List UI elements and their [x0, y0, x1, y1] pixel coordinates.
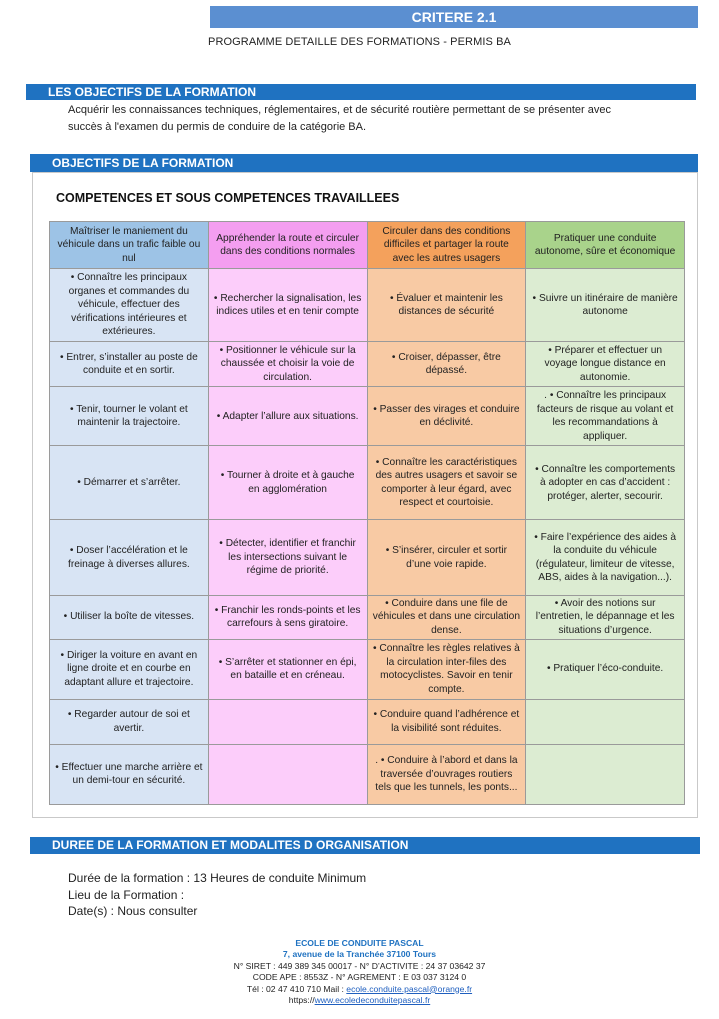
table-cell: • Détecter, identifier et franchir les intersections suivant le régime de priorité. — [208, 520, 367, 595]
dates-line: Date(s) : Nous consulter — [68, 904, 198, 918]
table-row — [50, 699, 685, 744]
table-row — [50, 342, 685, 387]
table-cell: • Connaître les principaux organes et commandes du véhicule, effectuer des vérifications intérieures et extérieures. — [50, 269, 209, 342]
page-title: CRITERE 2.1 — [210, 6, 698, 28]
table-row — [50, 387, 685, 446]
school-address: 7, avenue de la Tranchée 37100 Tours — [282, 949, 437, 960]
table-row — [50, 744, 685, 804]
table-cell: • S’arrêter et stationner en épi, en bataille et en créneau. — [208, 639, 367, 699]
footer — [0, 938, 719, 1006]
lieu-line: Lieu de la Formation : — [68, 887, 185, 902]
email-link[interactable]: ecole.conduite.pascal@orange.fr — [346, 983, 473, 994]
table-cell: • Doser l’accélération et le freinage à diverses allures. — [50, 520, 209, 595]
table-cell: • Avoir des notions sur l’entretien, le dépannage et les situations d’urgence. — [526, 595, 685, 639]
table-cell: . • Connaître les principaux facteurs de risque au volant et les recommandations à appliquer. — [526, 387, 685, 446]
table-cell: • Connaître les comportements à adopter en cas d’accident : protéger, alerter, secourir. — [526, 446, 685, 520]
table-cell: • Effectuer une marche arrière et un demi-tour en sécurité. — [50, 744, 209, 804]
website-link[interactable]: www.ecoledeconduitepascal.fr — [314, 995, 431, 1006]
table-cell: • Croiser, dépasser, être dépassé. — [367, 342, 526, 387]
objective-line-2: succès à l'examen du permis de conduire de la catégorie BA. — [68, 121, 367, 133]
column-header-1: Maîtriser le maniement du véhicule dans un trafic faible ou nul — [50, 222, 209, 269]
table-cell: • Démarrer et s’arrêter. — [50, 446, 209, 520]
table-cell: • Rechercher la signalisation, les indices utiles et en tenir compte — [208, 269, 367, 342]
table-row — [50, 520, 685, 595]
table-cell: • Positionner le véhicule sur la chaussée et choisir la voie de circulation. — [208, 342, 367, 387]
table-cell: • Suivre un itinéraire de manière autonome — [526, 269, 685, 342]
table-cell: • S’insérer, circuler et sortir d’une voie rapide. — [367, 520, 526, 595]
contact-line — [0, 984, 719, 995]
table-cell — [208, 744, 367, 804]
table-cell — [208, 699, 367, 744]
table-cell: • Tenir, tourner le volant et maintenir la trajectoire. — [50, 387, 209, 446]
web-prefix: https:// — [288, 995, 315, 1006]
table-cell: • Conduire quand l’adhérence et la visibilité sont réduites. — [367, 699, 526, 744]
table-row — [50, 639, 685, 699]
table-cell: • Pratiquer l’éco-conduite. — [526, 639, 685, 699]
duree-block — [68, 870, 366, 920]
objective-line-1: Acquérir les connaissances techniques, réglementaires, et de sécurité routière permettant de se présenter avec — [68, 104, 611, 116]
table-cell: • Passer des virages et conduire en déclivité. — [367, 387, 526, 446]
table-cell: • Tourner à droite et à gauche en agglomération — [208, 446, 367, 520]
column-header-4: Pratiquer une conduite autonome, sûre et économique — [526, 222, 685, 269]
table-cell: • Faire l’expérience des aides à la conduite du véhicule (régulateur, limiteur de vitesse, ABS, aides à la navigation...). — [526, 520, 685, 595]
table-header-row — [50, 222, 685, 269]
table-cell — [526, 699, 685, 744]
competences-table — [49, 221, 685, 805]
table-cell: • Conduire dans une file de véhicules et dans une circulation dense. — [367, 595, 526, 639]
table-cell — [526, 744, 685, 804]
siret-line: N° SIRET : 449 389 345 00017 - N° D’ACTIVITE : 24 37 03642 37 — [233, 960, 486, 971]
table-cell: . • Conduire à l’abord et dans la traversée d’ouvrages routiers tels que les tunnels, les ponts... — [367, 744, 526, 804]
table-row — [50, 269, 685, 342]
column-header-2: Appréhender la route et circuler dans des conditions normales — [208, 222, 367, 269]
table-cell: • Entrer, s’installer au poste de conduite et en sortir. — [50, 342, 209, 387]
page-subtitle: PROGRAMME DETAILLE DES FORMATIONS - PERMIS BA — [208, 36, 511, 48]
table-cell: • Évaluer et maintenir les distances de sécurité — [367, 269, 526, 342]
column-header-3: Circuler dans des conditions difficiles et partager la route avec les autres usagers — [367, 222, 526, 269]
section-heading-objectifs: LES OBJECTIFS DE LA FORMATION — [26, 84, 696, 100]
table-cell: • Connaître les caractéristiques des autres usagers et savoir se comporter à leur égard, avec respect et courtoisie. — [367, 446, 526, 520]
duree-line: Durée de la formation : 13 Heures de conduite Minimum — [68, 871, 367, 885]
table-cell: • Diriger la voiture en avant en ligne droite et en courbe en adaptant allure et trajectoire. — [50, 639, 209, 699]
table-row — [50, 595, 685, 639]
table-cell: • Préparer et effectuer un voyage longue distance en autonomie. — [526, 342, 685, 387]
website-line — [0, 995, 719, 1006]
table-cell: • Connaître les règles relatives à la circulation inter-files des motocyclistes. Savoir en tenir compte. — [367, 639, 526, 699]
contact-prefix: Tél : 02 47 410 710 Mail : — [246, 983, 347, 994]
table-cell: • Regarder autour de soi et avertir. — [50, 699, 209, 744]
section-heading-objectifs-formation: OBJECTIFS DE LA FORMATION — [30, 154, 698, 172]
school-name: ECOLE DE CONDUITE PASCAL — [295, 938, 424, 948]
table-cell: • Utiliser la boîte de vitesses. — [50, 595, 209, 639]
competences-heading: COMPETENCES ET SOUS COMPETENCES TRAVAILLEES — [56, 191, 400, 205]
table-row — [50, 446, 685, 520]
section-heading-duree: DUREE DE LA FORMATION ET MODALITES D ORGANISATION — [30, 837, 700, 854]
codes-line: CODE APE : 8553Z - N° AGREMENT : E 03 037 3124 0 — [252, 972, 467, 983]
objective-paragraph — [68, 102, 628, 136]
table-cell: • Franchir les ronds-points et les carrefours à sens giratoire. — [208, 595, 367, 639]
table-cell: • Adapter l’allure aux situations. — [208, 387, 367, 446]
